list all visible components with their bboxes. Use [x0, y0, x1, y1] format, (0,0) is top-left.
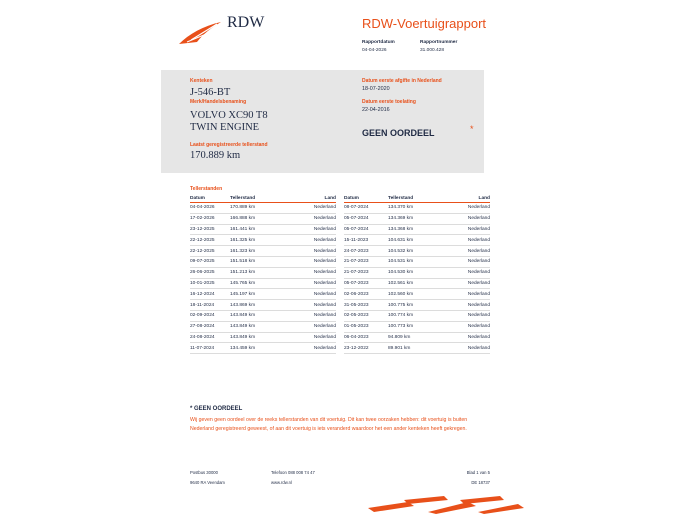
plate-label: Kenteken [190, 78, 213, 84]
footnote-text: Wij geven geen oordeel over de reeks tellerstanden van dit voertuig. Dit kan twee oorzaken hebben: dit voertuig is buiten Nederland geregistreerd geweest, of aan dit voertuig is iets veranderd waardoor het een ander kenteken heeft gekregen. [190, 417, 468, 432]
report-date-value: 04-04-2026 [362, 48, 387, 53]
row-odometer: 143.849 km [230, 310, 290, 321]
row-odometer: 89.901 km [388, 343, 444, 354]
table-row [344, 213, 490, 224]
table-row [190, 213, 336, 224]
row-date: 24-07-2023 [344, 246, 388, 257]
col-date-header: Datum [190, 194, 230, 203]
row-country: Nederland [444, 321, 490, 332]
row-odometer: 161.323 km [230, 246, 290, 257]
row-date: 23-12-2022 [344, 343, 388, 354]
row-odometer: 102.560 km [388, 289, 444, 300]
row-date: 09-07-2025 [190, 256, 230, 267]
table-row [344, 289, 490, 300]
row-date: 05-07-2024 [344, 213, 388, 224]
row-date: 24-08-2024 [190, 332, 230, 343]
col-country-header: Land [290, 194, 336, 203]
odometer-label: Laatst geregistreerde tellerstand [190, 142, 268, 148]
table-row [344, 256, 490, 267]
row-odometer: 145.765 km [230, 278, 290, 289]
row-country: Nederland [444, 289, 490, 300]
row-country: Nederland [444, 332, 490, 343]
row-date: 02-06-2023 [344, 289, 388, 300]
row-date: 26-06-2025 [190, 267, 230, 278]
row-date: 02-09-2024 [190, 310, 230, 321]
row-odometer: 170.889 km [230, 203, 290, 214]
row-country: Nederland [290, 332, 336, 343]
report-number-value: 31.000.428 [420, 48, 445, 53]
row-odometer: 143.849 km [230, 321, 290, 332]
row-country: Nederland [290, 256, 336, 267]
row-odometer: 100.775 km [388, 300, 444, 311]
row-odometer: 145.197 km [230, 289, 290, 300]
row-country: Nederland [444, 278, 490, 289]
row-date: 15-11-2023 [344, 235, 388, 246]
table-row [344, 267, 490, 278]
row-odometer: 104.531 km [388, 256, 444, 267]
row-country: Nederland [444, 224, 490, 235]
row-odometer: 161.441 km [230, 224, 290, 235]
row-country: Nederland [444, 310, 490, 321]
row-odometer: 100.773 km [388, 321, 444, 332]
decorative-stripes-icon [368, 494, 528, 514]
rdw-logo-icon [177, 20, 223, 46]
row-country: Nederland [444, 213, 490, 224]
row-country: Nederland [290, 289, 336, 300]
row-country: Nederland [444, 343, 490, 354]
row-country: Nederland [290, 321, 336, 332]
odometer-table-right [344, 194, 490, 354]
row-odometer: 104.530 km [388, 267, 444, 278]
table-row [190, 224, 336, 235]
table-row [190, 321, 336, 332]
row-odometer: 143.849 km [230, 332, 290, 343]
table-row [190, 332, 336, 343]
row-date: 16-12-2024 [190, 289, 230, 300]
row-country: Nederland [444, 203, 490, 214]
footer-web: www.rdw.nl [271, 480, 292, 485]
first-nl-value: 18-07-2020 [362, 86, 390, 92]
row-country: Nederland [290, 278, 336, 289]
row-date: 21-07-2023 [344, 256, 388, 267]
row-country: Nederland [290, 267, 336, 278]
footer-page: Blad 1 van 5 [466, 470, 490, 475]
row-date: 22-12-2025 [190, 246, 230, 257]
row-odometer: 100.774 km [388, 310, 444, 321]
table-row [190, 300, 336, 311]
row-odometer: 151.518 km [230, 256, 290, 267]
plate-value: J-546-BT [190, 87, 231, 98]
row-odometer: 102.561 km [388, 278, 444, 289]
table-row [190, 267, 336, 278]
col-odometer-header: Tellerstand [230, 194, 290, 203]
row-date: 27-08-2024 [190, 321, 230, 332]
row-odometer: 94.809 km [388, 332, 444, 343]
table-row [190, 310, 336, 321]
report-date-label: Rapportdatum [362, 40, 395, 45]
row-country: Nederland [444, 300, 490, 311]
row-odometer: 134.369 km [388, 213, 444, 224]
row-date: 21-07-2023 [344, 267, 388, 278]
footer-code: DE 18737 [471, 480, 490, 485]
odometer-table-title: Tellerstanden [190, 186, 223, 192]
row-date: 01-05-2023 [344, 321, 388, 332]
row-country: Nederland [290, 310, 336, 321]
table-row [190, 289, 336, 300]
table-row [190, 203, 336, 214]
odometer-value: 170.889 km [190, 150, 241, 161]
table-row [344, 310, 490, 321]
row-country: Nederland [290, 224, 336, 235]
first-nl-label: Datum eerste afgifte in Nederland [362, 78, 442, 84]
row-odometer: 143.869 km [230, 300, 290, 311]
row-date: 23-12-2025 [190, 224, 230, 235]
row-odometer: 134.370 km [388, 203, 444, 214]
table-row [190, 235, 336, 246]
row-country: Nederland [444, 256, 490, 267]
table-row [190, 256, 336, 267]
first-admission-value: 22-04-2016 [362, 107, 390, 113]
logo-text: RDW [227, 14, 265, 31]
row-date: 05-07-2024 [344, 224, 388, 235]
row-date: 06-04-2023 [344, 332, 388, 343]
table-row [344, 343, 490, 354]
row-date: 02-05-2023 [344, 310, 388, 321]
row-country: Nederland [290, 213, 336, 224]
table-row [344, 224, 490, 235]
row-country: Nederland [290, 343, 336, 354]
row-country: Nederland [444, 267, 490, 278]
row-country: Nederland [290, 300, 336, 311]
footer-phone: Telefoon 088 008 74 47 [271, 470, 315, 475]
row-odometer: 104.532 km [388, 246, 444, 257]
report-number-label: Rapportnummer [420, 40, 458, 45]
verdict: GEEN OORDEEL [362, 128, 435, 138]
row-odometer: 166.888 km [230, 213, 290, 224]
col-country-header: Land [444, 194, 490, 203]
row-country: Nederland [444, 235, 490, 246]
row-country: Nederland [444, 246, 490, 257]
row-odometer: 161.325 km [230, 235, 290, 246]
row-date: 04-04-2026 [190, 203, 230, 214]
col-odometer-header: Tellerstand [388, 194, 444, 203]
verdict-asterisk: * [470, 124, 474, 134]
table-row [190, 278, 336, 289]
table-row [344, 278, 490, 289]
col-date-header: Datum [344, 194, 388, 203]
row-date: 11-07-2024 [190, 343, 230, 354]
row-country: Nederland [290, 203, 336, 214]
row-date: 08-07-2024 [344, 203, 388, 214]
table-row [344, 235, 490, 246]
row-date: 17-02-2026 [190, 213, 230, 224]
table-row [344, 321, 490, 332]
row-odometer: 104.631 km [388, 235, 444, 246]
row-date: 05-07-2023 [344, 278, 388, 289]
row-odometer: 134.459 km [230, 343, 290, 354]
table-row [344, 332, 490, 343]
table-row [344, 300, 490, 311]
row-date: 10-01-2025 [190, 278, 230, 289]
row-date: 22-12-2025 [190, 235, 230, 246]
row-odometer: 151.213 km [230, 267, 290, 278]
table-row [344, 203, 490, 214]
first-admission-label: Datum eerste toelating [362, 99, 416, 105]
footer-address2: 9640 RA Veendam [190, 480, 225, 485]
odometer-table-left [190, 194, 336, 354]
row-date: 18-11-2024 [190, 300, 230, 311]
footer-address1: Postbus 30000 [190, 470, 218, 475]
row-date: 31-05-2023 [344, 300, 388, 311]
make-line1: VOLVO XC90 T8 [190, 110, 268, 121]
make-line2: TWIN ENGINE [190, 122, 260, 133]
table-row [190, 343, 336, 354]
table-row [344, 246, 490, 257]
report-title: RDW-Voertuigrapport [362, 16, 487, 31]
table-row [190, 246, 336, 257]
row-country: Nederland [290, 235, 336, 246]
row-odometer: 134.368 km [388, 224, 444, 235]
row-country: Nederland [290, 246, 336, 257]
make-label: Merk/Handelsbenaming [190, 99, 247, 105]
footnote-title: * GEEN OORDEEL [190, 406, 243, 412]
